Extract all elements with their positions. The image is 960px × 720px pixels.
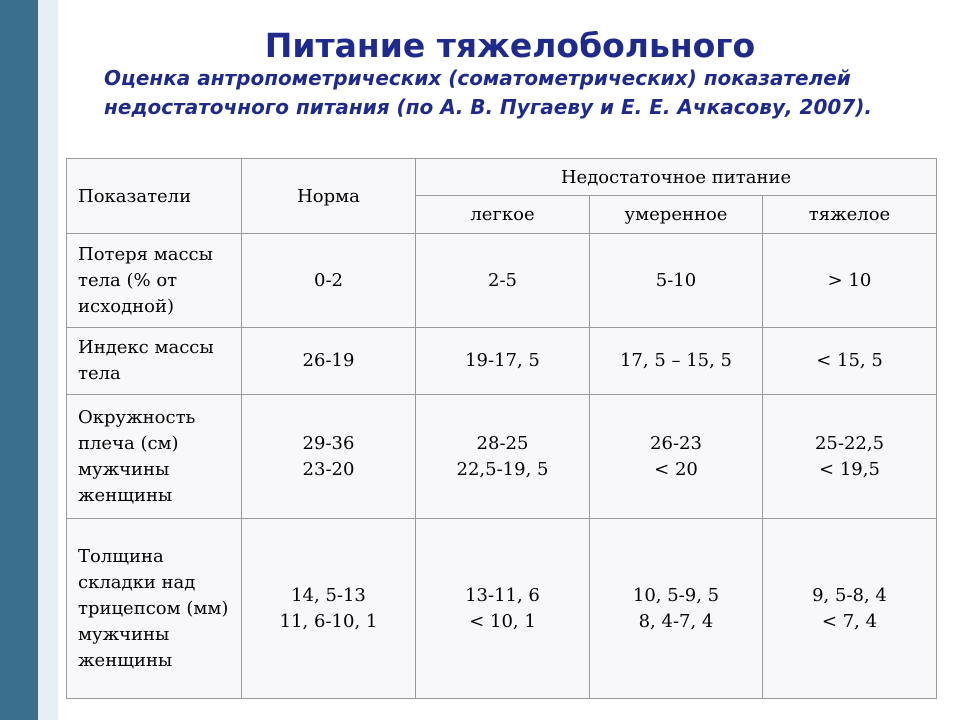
slide-subtitle: Оценка антропометрических (соматометрических) показателей недостаточного питания (по А. В. Пугаеву и Е. Е. Ачкасову, 2007). [104, 66, 872, 119]
header-moderate: умеренное [590, 196, 763, 234]
side-accent-strip [38, 0, 58, 720]
cell-mild: 28-25 22,5-19, 5 [416, 395, 590, 519]
table-row [67, 519, 937, 699]
header-deficiency: Недостаточное питание [416, 159, 937, 196]
side-accent-bar [0, 0, 38, 720]
cell-norm: 26-19 [242, 328, 416, 395]
row-label: Потеря массы тела (% от исходной) [67, 234, 242, 328]
table-row [67, 328, 937, 395]
cell-severe: > 10 [763, 234, 937, 328]
cell-severe: < 15, 5 [763, 328, 937, 395]
cell-moderate: 17, 5 – 15, 5 [590, 328, 763, 395]
row-label: Окружность плеча (см) мужчины женщины [67, 395, 242, 519]
cell-norm: 0-2 [242, 234, 416, 328]
slide-title: Питание тяжелобольного [264, 26, 756, 65]
header-indicator: Показатели [67, 159, 242, 234]
cell-mild: 2-5 [416, 234, 590, 328]
header-severe: тяжелое [763, 196, 937, 234]
header-mild: легкое [416, 196, 590, 234]
header-norm: Норма [242, 159, 416, 234]
nutrition-table [66, 158, 937, 699]
cell-norm: 29-36 23-20 [242, 395, 416, 519]
cell-moderate: 10, 5-9, 5 8, 4-7, 4 [590, 519, 763, 699]
table-row [67, 234, 937, 328]
cell-mild: 19-17, 5 [416, 328, 590, 395]
row-label: Толщина складки над трицепсом (мм) мужчины женщины [67, 519, 242, 699]
cell-severe: 25-22,5 < 19,5 [763, 395, 937, 519]
cell-severe: 9, 5-8, 4 < 7, 4 [763, 519, 937, 699]
table-row [67, 395, 937, 519]
row-label: Индекс массы тела [67, 328, 242, 395]
header-row-top [67, 159, 937, 196]
cell-norm: 14, 5-13 11, 6-10, 1 [242, 519, 416, 699]
cell-moderate: 5-10 [590, 234, 763, 328]
cell-moderate: 26-23 < 20 [590, 395, 763, 519]
cell-mild: 13-11, 6 < 10, 1 [416, 519, 590, 699]
